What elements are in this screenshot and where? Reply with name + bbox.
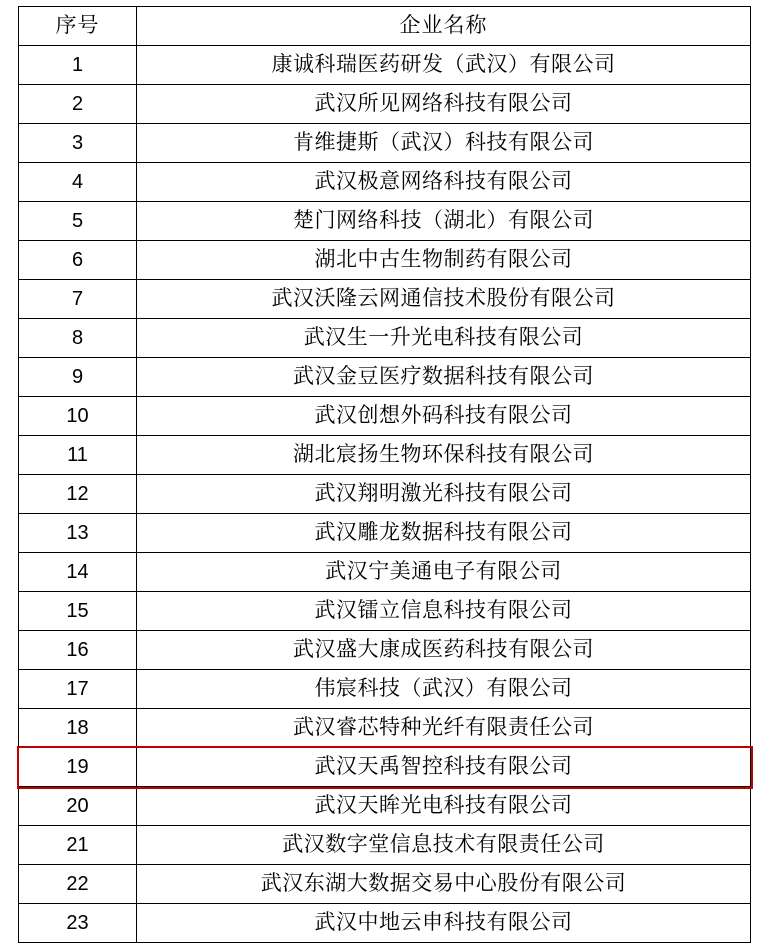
company-name-cell: 湖北宸扬生物环保科技有限公司: [137, 436, 751, 475]
row-index-cell: 6: [19, 241, 137, 280]
company-name-cell: 武汉翔明激光科技有限公司: [137, 475, 751, 514]
table-row: [19, 865, 751, 904]
table-row: [19, 553, 751, 592]
table-row: [19, 904, 751, 943]
row-index-cell: 12: [19, 475, 137, 514]
table-row: [19, 709, 751, 748]
row-index-cell: 16: [19, 631, 137, 670]
table-row: [19, 631, 751, 670]
company-name-cell: 武汉宁美通电子有限公司: [137, 553, 751, 592]
company-name-cell: 武汉东湖大数据交易中心股份有限公司: [137, 865, 751, 904]
table-row: [19, 475, 751, 514]
company-name-cell: 武汉雕龙数据科技有限公司: [137, 514, 751, 553]
row-index-cell: 23: [19, 904, 137, 943]
row-index-cell: 4: [19, 163, 137, 202]
row-index-cell: 14: [19, 553, 137, 592]
company-name-cell: 康诚科瑞医药研发（武汉）有限公司: [137, 46, 751, 85]
column-header-index: 序号: [19, 7, 137, 46]
table-header: [19, 7, 751, 46]
company-name-cell: 武汉金豆医疗数据科技有限公司: [137, 358, 751, 397]
row-index-cell: 2: [19, 85, 137, 124]
company-name-cell: 武汉沃隆云网通信技术股份有限公司: [137, 280, 751, 319]
row-index-cell: 8: [19, 319, 137, 358]
table-row: [19, 280, 751, 319]
row-index-cell: 1: [19, 46, 137, 85]
table-row: [19, 787, 751, 826]
row-index-cell: 5: [19, 202, 137, 241]
table-row: [19, 514, 751, 553]
company-name-cell: 武汉生一升光电科技有限公司: [137, 319, 751, 358]
company-name-cell: 武汉镭立信息科技有限公司: [137, 592, 751, 631]
table-body: [19, 46, 751, 943]
table-row: [19, 241, 751, 280]
table-row: [19, 85, 751, 124]
table-row: [19, 319, 751, 358]
table-row: [19, 163, 751, 202]
table-row: [19, 670, 751, 709]
company-name-cell: 肯维捷斯（武汉）科技有限公司: [137, 124, 751, 163]
row-index-cell: 19: [19, 748, 137, 787]
table-row: [19, 46, 751, 85]
company-name-cell: 武汉盛大康成医药科技有限公司: [137, 631, 751, 670]
company-name-cell: 武汉天眸光电科技有限公司: [137, 787, 751, 826]
company-name-cell: 楚门网络科技（湖北）有限公司: [137, 202, 751, 241]
row-index-cell: 22: [19, 865, 137, 904]
row-index-cell: 7: [19, 280, 137, 319]
row-index-cell: 20: [19, 787, 137, 826]
company-list-table: [18, 6, 751, 943]
row-index-cell: 13: [19, 514, 137, 553]
company-name-cell: 伟宸科技（武汉）有限公司: [137, 670, 751, 709]
company-name-cell: 湖北中古生物制药有限公司: [137, 241, 751, 280]
row-index-cell: 10: [19, 397, 137, 436]
table-row: [19, 202, 751, 241]
table-row: [19, 436, 751, 475]
company-name-cell: 武汉极意网络科技有限公司: [137, 163, 751, 202]
table-row: [19, 748, 751, 787]
table-header-row: [19, 7, 751, 46]
company-name-cell: 武汉数字堂信息技术有限责任公司: [137, 826, 751, 865]
row-index-cell: 17: [19, 670, 137, 709]
row-index-cell: 21: [19, 826, 137, 865]
table-row: [19, 397, 751, 436]
table-row: [19, 592, 751, 631]
row-index-cell: 15: [19, 592, 137, 631]
table-row: [19, 124, 751, 163]
row-index-cell: 3: [19, 124, 137, 163]
company-name-cell: 武汉天禹智控科技有限公司: [137, 748, 751, 787]
row-index-cell: 9: [19, 358, 137, 397]
row-index-cell: 18: [19, 709, 137, 748]
company-name-cell: 武汉创想外码科技有限公司: [137, 397, 751, 436]
company-name-cell: 武汉睿芯特种光纤有限责任公司: [137, 709, 751, 748]
row-index-cell: 11: [19, 436, 137, 475]
table-row: [19, 826, 751, 865]
company-name-cell: 武汉所见网络科技有限公司: [137, 85, 751, 124]
column-header-company-name: 企业名称: [137, 7, 751, 46]
table-row: [19, 358, 751, 397]
company-name-cell: 武汉中地云申科技有限公司: [137, 904, 751, 943]
